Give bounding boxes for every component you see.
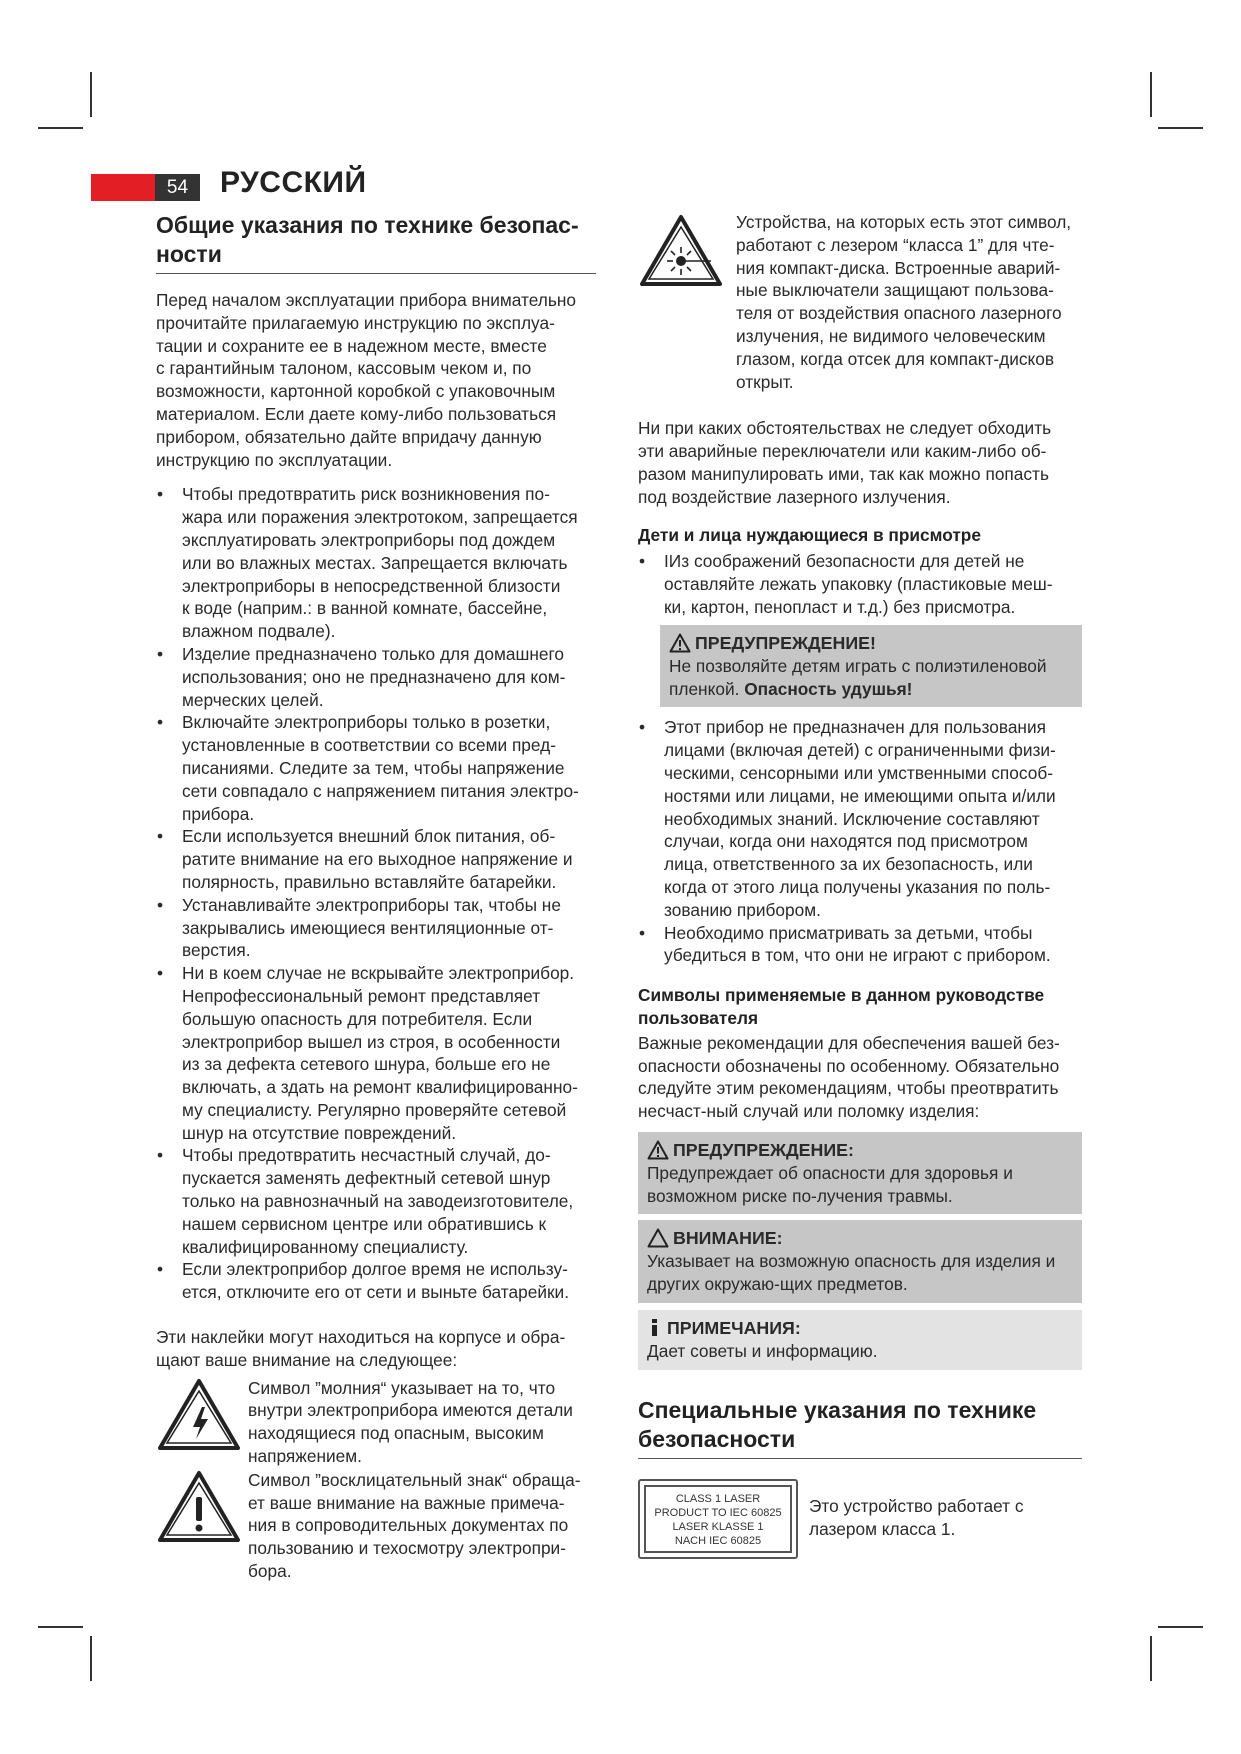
laser-class-label [638, 1479, 798, 1559]
laser-symbol-row [638, 213, 1088, 393]
text-line: ет ваше внимание на важные примеча- [248, 1492, 565, 1513]
text-line: под воздействие лазерного излучения. [638, 486, 951, 507]
warning-title-text: ПРЕДУПРЕЖДЕНИЕ! [695, 632, 876, 653]
text-line: Специальные указания по технике [638, 1396, 1037, 1423]
text-line: других окружаю-щих предметов. [647, 1274, 908, 1295]
text-line: шнур на отсутствие повреждений. [182, 1122, 457, 1143]
text-line: IИз соображений безопасности для детей не [664, 551, 1025, 572]
text-line: несчаст-ный случай или поломку изделия: [638, 1101, 980, 1122]
text-line: использования; оно не предназначено для ком- [182, 666, 566, 687]
crop-mark [1150, 72, 1152, 117]
text-line: оставляйте лежать упаковку (пластиковые меш- [664, 574, 1053, 595]
crop-mark [1158, 1626, 1203, 1628]
text-line: ется, отключите его от сети и выньте батарейки. [182, 1282, 569, 1303]
text-line: Устройства, на которых есть этот символ, [736, 212, 1072, 232]
text-line: сети совпадало с напряжением питания электро- [182, 780, 579, 801]
lightning-warning-icon [156, 1377, 242, 1453]
text-line: писаниями. Следите за тем, чтобы напряжение [182, 757, 565, 778]
legend-notes-body [647, 1340, 1072, 1363]
symbols-heading [638, 984, 1088, 1030]
text-line: электроприборы в непосредственной близости [182, 575, 561, 596]
legend-notes-title-text: ПРИМЕЧАНИЯ: [667, 1318, 801, 1339]
suffocation-warning-box [660, 625, 1082, 708]
text-line: Если электроприбор долгое время не использу- [182, 1259, 568, 1280]
list-item [156, 643, 606, 711]
list-item [156, 711, 606, 825]
children-bullet-list [638, 550, 1088, 618]
legend-warning-title-text: ПРЕДУПРЕЖДЕНИЕ: [673, 1139, 854, 1160]
text-line: мерческих целей. [182, 689, 324, 710]
text-line: Ни в коем случае не вскрывайте электроприбор. [182, 963, 575, 984]
text-line: зованию прибором. [664, 899, 821, 920]
laser-class-text [809, 1495, 1023, 1541]
text-line: из за дефекта сетевого шнура, больше его не [182, 1054, 551, 1075]
warning-title [669, 631, 1072, 655]
text-line: когда от этого лица получены указания по поль- [664, 876, 1051, 897]
text-line: случаи, когда они находятся под присмотром [664, 831, 1028, 852]
text-line: опасности обозначены по особенному. Обязательно [638, 1055, 1060, 1076]
text-line: Дает советы и информацию. [647, 1341, 878, 1362]
laser-symbol-text [736, 211, 1071, 393]
legend-warning-body [647, 1162, 1072, 1208]
list-item [638, 716, 1088, 921]
suffocation-danger-text: Опасность удушья! [744, 678, 913, 699]
text-line: работают с лезером “класса 1” для чте- [736, 234, 1055, 255]
warning-icon [669, 633, 691, 653]
stickers-intro [156, 1326, 606, 1372]
legend-caution-title [647, 1226, 1072, 1250]
list-item [156, 962, 606, 1144]
text-line: с гарантийным талоном, кассовым чеком и, по [156, 358, 532, 379]
text-line: возможности, картонной коробкой с упаковочным [156, 381, 556, 402]
text-line: ностями или лицами, не имеющими опыта и/или [664, 785, 1056, 806]
text-line: влажном подвале). [182, 621, 336, 642]
text-line: прибора. [182, 803, 255, 824]
legend-notes-title [647, 1316, 1072, 1340]
text-line: прочитайте прилагаемую инструкцию по эксплуа- [156, 312, 555, 333]
text-line: щают ваше внимание на следующее: [156, 1349, 458, 1370]
text-line: материалом. Если даете кому-либо пользоваться [156, 403, 557, 424]
warning-legend-box [638, 1132, 1082, 1215]
notes-legend-box [638, 1310, 1082, 1370]
lightning-symbol-text [248, 1377, 573, 1468]
text-line: теля от воздействия опасного лазерного [736, 303, 1062, 324]
text-line: ния компакт-диска. Встроенные аварий- [736, 257, 1061, 278]
text-line: внутри электроприбора имеются детали [248, 1400, 573, 1421]
text-line: Предупреждает об опасности для здоровья и [647, 1162, 1013, 1183]
text-line: Символ ”восклицательный знак“ обраща- [248, 1469, 581, 1490]
list-item [156, 894, 606, 962]
text-line: жара или поражения электротоком, запрещается [182, 507, 578, 528]
text-line: Перед началом эксплуатации прибора внимательно [156, 290, 577, 310]
text-line: Этот прибор не предназначен для пользования [664, 717, 1046, 738]
text-line: Эти наклейки могут находиться на корпусе и обра- [156, 1327, 566, 1348]
text-line: Не позволяйте детям играть с полиэтиленовой [669, 655, 1047, 676]
text-line: нашем сервисном центре или обратившись к [182, 1213, 547, 1234]
right-column [638, 213, 1088, 1559]
text-line: лица, ответственного за их безопасность, или [664, 854, 1033, 875]
text-line: Чтобы предотвратить риск возникновения по- [182, 484, 550, 505]
text-line: напряжением. [248, 1446, 362, 1467]
text-line: безопасности [638, 1425, 796, 1452]
caution-icon [647, 1228, 669, 1248]
text-line: пленкой. [669, 678, 740, 699]
text-line: излучения, не видимого человеческим [736, 325, 1046, 346]
text-line: квалифицированному специалисту. [182, 1236, 469, 1257]
crop-mark [1150, 1636, 1152, 1681]
list-item [638, 550, 1088, 618]
crop-mark [90, 1636, 92, 1681]
text-line: полярность, правильно вставляйте батарейки. [182, 871, 557, 892]
warning-body [669, 655, 1072, 701]
text-line: ния в сопроводительных документах по [248, 1515, 569, 1536]
text-line: находящиеся под опасным, высоким [248, 1423, 544, 1444]
text-line: Включайте электроприборы только в розетки, [182, 712, 551, 733]
text-line: закрывались имеющиеся вентиляционные от- [182, 917, 554, 938]
text-line: эти аварийные переключатели или каким-либо об- [638, 441, 1047, 462]
exclamation-symbol-text [248, 1469, 581, 1583]
text-line: к воде (наприм.: в ванной комнате, бассейне, [182, 598, 548, 619]
text-line: пользователя [638, 1007, 759, 1028]
list-item [638, 922, 1088, 968]
text-line: ные выключатели защищают пользова- [736, 280, 1054, 301]
text-line: лицами (включая детей) с ограниченными физи- [664, 740, 1056, 761]
caution-legend-box [638, 1220, 1082, 1303]
legend-caution-body [647, 1250, 1072, 1296]
laser-radiation-icon [638, 213, 724, 289]
text-line: включать, а здать на ремонт квалифицированно- [182, 1077, 578, 1098]
intro-paragraph [156, 289, 606, 471]
children-heading: Дети и лица нуждающиеся в присмотре [638, 524, 981, 545]
exclamation-warning-icon [156, 1469, 242, 1545]
text-line: Это устройство работает с [809, 1495, 1024, 1516]
text-line: электроприбор вышел из строя, в особенности [182, 1031, 561, 1052]
text-line: Символ ”молния“ указывает на то, что [248, 1377, 556, 1398]
text-line: открыт. [736, 371, 794, 392]
text-line: пускается заменять дефектный сетевой шнур [182, 1168, 551, 1189]
list-item [156, 483, 606, 643]
text-line: Необходимо присматривать за детьми, чтобы [664, 922, 1033, 943]
laser-class-label-inner [644, 1485, 792, 1553]
text-line: Чтобы предотвратить несчастный случай, до- [182, 1145, 551, 1166]
text-line: следуйте этим рекомендациям, чтобы преотвратить [638, 1078, 1059, 1099]
special-safety-heading [638, 1396, 1082, 1459]
text-line: Если используется внешний блок питания, об- [182, 826, 556, 847]
text-line: глазом, когда отсек для компакт-дисков [736, 348, 1055, 369]
text-line: Ни при каких обстоятельствах не следует обходить [638, 418, 1052, 439]
text-line: ки, картон, пенопласт и т.д.) без присмотра. [664, 596, 1016, 617]
list-item [156, 1144, 606, 1258]
list-item [156, 1258, 606, 1304]
crop-mark [38, 127, 83, 129]
legend-warning-title [647, 1138, 1072, 1162]
laser-class-row [638, 1479, 1088, 1559]
text-line: эксплуатировать электроприборы под дождем [182, 529, 556, 550]
text-line: убедиться в том, что они не играют с прибором. [664, 945, 1051, 966]
crop-mark [1158, 127, 1203, 129]
text-line: большую опасность для потребителя. Если [182, 1008, 533, 1029]
text-line: Символы применяемые в данном руководстве [638, 985, 1045, 1006]
warning-icon [647, 1140, 669, 1160]
text-line: му специалисту. Регулярно проверяйте сетевой [182, 1099, 567, 1120]
page-number: 54 [155, 174, 200, 201]
symbols-intro [638, 1032, 1088, 1123]
language-title: РУССКИЙ [220, 166, 367, 199]
text-line: прибором, обязательно дайте впридачу данную [156, 426, 542, 447]
text-line: ратите внимание на его выходное напряжение и [182, 849, 573, 870]
text-line: необходимых знаний. Исключение составляют [664, 808, 1040, 829]
text-line: бора. [248, 1561, 292, 1582]
text-line: LASER KLASSE 1 [672, 1520, 764, 1533]
text-line: PRODUCT TO IEC 60825 [654, 1506, 782, 1519]
legend-caution-title-text: ВНИМАНИЕ: [673, 1228, 783, 1249]
text-line: Изделие предназначено только для домашнего [182, 643, 565, 664]
text-line: NACH IEC 60825 [674, 1534, 762, 1547]
text-line: инструкцию по эксплуатации. [156, 449, 393, 470]
crop-mark [38, 1626, 83, 1628]
exclamation-symbol-row [156, 1469, 606, 1583]
list-item [156, 825, 606, 893]
text-line: ческими, сенсорными или умственными способ- [664, 762, 1053, 783]
safety-bullet-list [156, 483, 606, 1304]
text-line: Важные рекомендации для обеспечения вашей без- [638, 1032, 1060, 1053]
text-line: разом манипулировать ими, так как можно попасть [638, 463, 1049, 484]
text-line: возможном риске по-лучения травмы. [647, 1185, 953, 1206]
text-line: Указывает на возможную опасность для изделия и [647, 1251, 1056, 1272]
text-line: тации и сохраните ее в надежном месте, вместе [156, 335, 547, 356]
bypass-paragraph [638, 417, 1088, 508]
general-safety-heading-text: Общие указания по технике безопас-ности [156, 212, 579, 267]
info-icon [647, 1318, 663, 1338]
left-column [156, 211, 606, 1583]
crop-mark [90, 72, 92, 117]
text-line: Непрофессиональный ремонт представляет [182, 985, 541, 1006]
text-line: CLASS 1 LASER [675, 1492, 761, 1505]
text-line: установленные в соответствии со всеми пред- [182, 735, 556, 756]
text-line: лазером класса 1. [809, 1518, 956, 1539]
text-line: пользованию и техосмотру электропри- [248, 1538, 566, 1559]
text-line: только на равнозначный на заводеизготовителе, [182, 1191, 574, 1212]
text-line: или во влажных местах. Запрещается включать [182, 552, 568, 573]
general-safety-heading [156, 211, 596, 274]
children-bullet-list-2 [638, 716, 1088, 967]
lightning-symbol-row [156, 1377, 606, 1468]
text-line: верстия. [182, 940, 251, 961]
text-line: Устанавливайте электроприборы так, чтобы не [182, 894, 561, 915]
